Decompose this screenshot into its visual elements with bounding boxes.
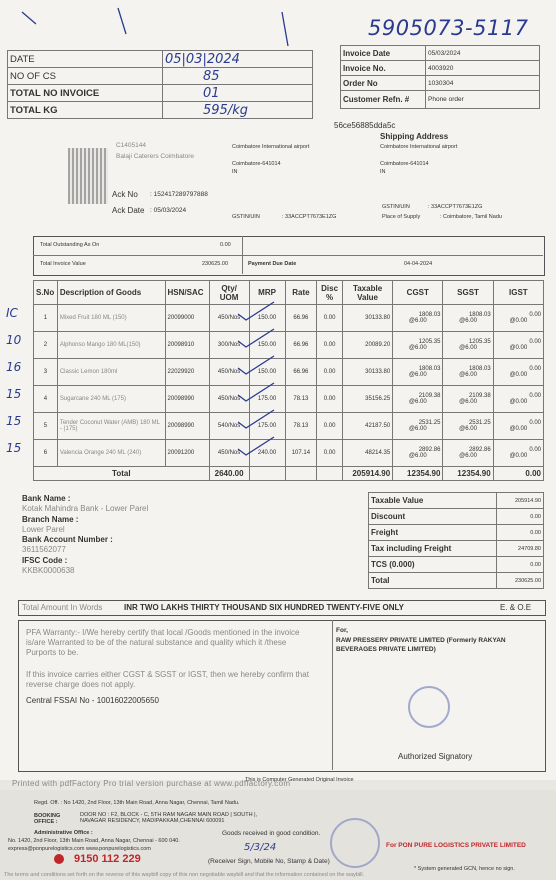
ack-no-label: Ack No <box>112 190 138 199</box>
item-sgst-value: 1808.03 <box>468 366 491 372</box>
place-of-supply-label: Place of Supply <box>382 214 421 220</box>
handwritten-ref: 5905073-5117 <box>368 16 529 40</box>
item-cgst-rate: @6.00 <box>408 453 427 459</box>
header-igst: IGST <box>493 281 543 305</box>
header-disc: Disc % <box>317 281 343 305</box>
bank-name-value: Kotak Mahindra Bank - Lower Parel <box>22 504 149 514</box>
billing-addr3: IN <box>232 169 238 175</box>
waybill-email: express@ponpurelogistics.com www.ponpurelogistics.com <box>8 846 151 852</box>
item-sgst-value: 2531.25 <box>468 420 491 426</box>
branch-name-value: Lower Parel <box>22 524 65 534</box>
totals-cgst: 12354.90 <box>393 467 443 481</box>
summary-row-label: Total <box>369 573 497 589</box>
billing-addr2: Coimbatore-641014 <box>232 161 281 167</box>
item-disc-value: 0.00 <box>323 450 336 456</box>
account-number-label: Bank Account Number : <box>22 535 113 545</box>
waybill-admin: No. 1420, 2nd Floor, 13th Main Road, Anna Nagar, Chennai - 600 040. <box>8 838 180 844</box>
fssai-no: Central FSSAI No - 10016022005650 <box>26 696 159 705</box>
item-igst-value: 0.00 <box>529 420 541 426</box>
item-igst-value: 0.00 <box>529 366 541 372</box>
item-mrp-value: 175.00 <box>257 423 277 429</box>
ack-date-value: : 05/03/2024 <box>150 207 187 214</box>
shipping-title: Shipping Address <box>380 132 449 141</box>
gstin-label-2: GSTIN/UIN <box>382 204 410 210</box>
ifsc-label: IFSC Code : <box>22 555 68 565</box>
shipping-addr2: Coimbatore-641014 <box>380 161 429 167</box>
summary-row-label: TCS (0.000) <box>369 557 497 573</box>
totals-sgst: 12354.90 <box>443 467 493 481</box>
margin-mark: IC <box>6 306 18 320</box>
header-sno: S.No <box>34 281 58 305</box>
item-cgst-rate: @6.00 <box>408 399 427 405</box>
item-hsn-value: 20098910 <box>167 342 195 348</box>
summary-label: NO OF CS <box>8 68 163 85</box>
item-mrp-value: 240.00 <box>257 450 277 456</box>
item-igst-value: 0.00 <box>529 447 541 453</box>
header-qty: Qty/ UOM <box>209 281 249 305</box>
summary-row-value: 24709.80 <box>497 541 544 557</box>
summary-row-label: Taxable Value <box>369 493 497 509</box>
company-stamp <box>408 686 450 728</box>
item-taxable-value: 20089.20 <box>365 342 391 348</box>
item-desc-value: Sugarcane 240 ML (175) <box>59 396 126 402</box>
item-hsn-value: 20091200 <box>167 450 195 456</box>
item-cgst-value: 2109.38 <box>418 393 441 399</box>
item-disc-value: 0.00 <box>323 369 336 375</box>
item-desc-value: Tender Coconut Water (AMB) 180 ML - (175) <box>59 420 160 432</box>
waybill-terms: The terms and conditions set forth on the reverse of this waybill copy of this non negotiable waybill and that the information contained on the waybill. <box>4 872 365 878</box>
summary-row <box>369 573 544 589</box>
item-mrp-value: 150.00 <box>257 369 277 375</box>
invoice-value: 1030304 <box>426 76 540 91</box>
item-igst-value: 0.00 <box>529 312 541 318</box>
item-sgst-value: 2892.86 <box>468 447 491 453</box>
margin-mark: 15 <box>6 441 22 455</box>
item-desc-value: Valencia Orange 240 ML (240) <box>59 450 142 456</box>
item-sgst-rate: @6.00 <box>459 372 477 378</box>
item-sno-value: 4 <box>43 396 48 402</box>
account-number-value: 3611562077 <box>22 545 66 555</box>
billing-addr1: Coimbatore International airport <box>232 144 310 150</box>
invoice-value: 4003920 <box>426 61 540 76</box>
item-taxable-value: 30133.80 <box>365 369 391 375</box>
invoice-hash: 56ce56885dda5c <box>334 121 396 130</box>
waybill-regd: Regd. Off. : No 1420, 2nd Floor, 13th Main Road, Anna Nagar, Chennai, Tamil Nadu. <box>34 800 240 806</box>
item-sno-value: 6 <box>43 450 48 456</box>
waybill-for: For PON PURE LOGISTICS PRIVATE LIMITED <box>386 842 526 849</box>
invoice-value: 05/03/2024 <box>426 46 540 61</box>
item-rate-value: 78.13 <box>293 396 309 402</box>
eoe: E. & O.E <box>500 603 532 612</box>
due-date-value: 04-04-2024 <box>404 261 433 267</box>
item-sgst-rate: @6.00 <box>459 345 477 351</box>
item-qty-value: 300/Nos <box>217 342 241 348</box>
summary-row-value: 0.00 <box>497 509 544 525</box>
check-mark <box>238 383 274 401</box>
place-of-supply-value: : Coimbatore, Tamil Nadu <box>440 214 502 220</box>
item-igst-rate: @0.00 <box>509 399 528 405</box>
item-qty-value: 450/Nos <box>217 369 241 375</box>
margin-mark: 16 <box>6 360 22 374</box>
summary-row-value: 0.00 <box>497 557 544 573</box>
computer-generated-note: This is Computer Generated Original Invoice <box>245 777 354 783</box>
gstin-value-2: : 33ACCPT7673E1ZG <box>428 204 483 210</box>
summary-value: 85 <box>163 68 313 85</box>
item-mrp-value: 150.00 <box>257 342 277 348</box>
item-taxable-value: 35156.25 <box>365 396 391 402</box>
header-desc: Description of Goods <box>57 281 165 305</box>
item-igst-rate: @0.00 <box>509 372 528 378</box>
item-cgst-value: 1205.35 <box>418 339 441 345</box>
waybill-booking: DOOR NO : F2, BLOCK - C, 5TH RAM NAGAR MAIN ROAD | SOUTH |, NAVAGAR RESIDENCY, MADIPAKKAM,CHENNAI 600091 <box>80 812 258 824</box>
company-name: RAW PRESSERY PRIVATE LIMITED (Formerly RAKYAN BEVERAGES PRIVATE LIMITED) <box>336 637 506 653</box>
check-mark <box>238 437 274 455</box>
item-rate-value: 107.14 <box>291 450 311 456</box>
summary-row-value: 205914.90 <box>497 493 544 509</box>
bank-section <box>22 494 362 576</box>
amount-words-value: INR TWO LAKHS THIRTY THOUSAND SIX HUNDRED TWENTY-FIVE ONLY <box>124 603 405 612</box>
amount-words-label: Total Amount In Words <box>22 603 103 612</box>
item-sgst-value: 2109.38 <box>468 393 491 399</box>
check-mark <box>238 302 274 320</box>
outstanding-label: Total Outstanding As On <box>40 242 100 248</box>
invoice-label: Order No <box>341 76 426 91</box>
summary-label: TOTAL NO INVOICE <box>8 85 163 102</box>
header-hsn: HSN/SAC <box>165 281 209 305</box>
item-hsn-value: 22029920 <box>167 369 195 375</box>
item-igst-rate: @0.00 <box>509 453 528 459</box>
item-rate-value: 78.13 <box>293 423 309 429</box>
gstin-label: GSTIN/UIN <box>232 214 260 220</box>
item-disc-value: 0.00 <box>323 396 336 402</box>
item-qty-value: 450/Nos <box>217 315 241 321</box>
branch-name-label: Branch Name : <box>22 514 79 524</box>
item-cgst-value: 2531.25 <box>418 420 441 426</box>
margin-mark: 10 <box>6 333 22 347</box>
invoice-value-label: Total Invoice Value <box>40 261 86 267</box>
invoice-label: Invoice No. <box>341 61 426 76</box>
check-mark <box>238 329 274 347</box>
warranty-text: PFA Warranty:- I/We hereby certify that local /Goods mentioned in the invoice is/are Warranted to be of the natural substance and quality which it /these Purports to be. <box>26 628 300 657</box>
header-cgst: CGST <box>393 281 443 305</box>
item-igst-rate: @0.00 <box>509 345 528 351</box>
summary-value: 05|03|2024 <box>163 51 313 68</box>
item-sgst-rate: @6.00 <box>459 399 477 405</box>
invoice-value: Phone order <box>426 91 540 109</box>
item-taxable-value: 30133.80 <box>365 315 391 321</box>
item-igst-rate: @0.00 <box>509 426 528 432</box>
item-disc-value: 0.00 <box>323 423 336 429</box>
item-sno-value: 5 <box>43 423 48 429</box>
summary-row <box>369 493 544 509</box>
ifsc-value: KKBK0000638 <box>22 566 75 576</box>
item-cgst-value: 2892.86 <box>418 447 441 453</box>
item-mrp-value: 175.00 <box>257 396 277 402</box>
item-rate-value: 66.96 <box>293 342 309 348</box>
summary-row-label: Tax including Freight <box>369 541 497 557</box>
amount-summary <box>368 492 544 589</box>
item-sgst-rate: @6.00 <box>459 426 477 432</box>
item-qty-value: 450/Nos <box>217 450 241 456</box>
item-cgst-rate: @6.00 <box>408 372 427 378</box>
item-desc-value: Alphonso Mango 180 ML(150) <box>59 342 141 348</box>
reverse-charge-text: If this invoice carries either CGST & SGST or IGST, then we hereby confirm that reverse charge does not apply. <box>26 670 309 689</box>
summary-label: DATE <box>8 51 163 68</box>
bank-name-label: Bank Name : <box>22 494 71 503</box>
system-generated: * System generated GCN, hence no sign. <box>414 866 515 872</box>
item-sgst-value: 1205.35 <box>468 339 491 345</box>
item-sgst-rate: @6.00 <box>459 453 477 459</box>
item-mrp-value: 150.00 <box>257 315 277 321</box>
summary-row <box>369 557 544 573</box>
item-qty-value: 450/Nos <box>217 396 241 402</box>
check-mark <box>238 356 274 374</box>
item-hsn-value: 20098990 <box>167 396 195 402</box>
item-disc-value: 0.00 <box>323 315 336 321</box>
item-desc-value: Mixed Fruit 180 ML (150) <box>59 315 127 321</box>
header-mrp: MRP <box>249 281 285 305</box>
seller-code: C1405144 <box>116 142 146 149</box>
item-sgst-rate: @6.00 <box>459 318 477 324</box>
summary-value: 01 <box>163 85 313 102</box>
due-date-label: Payment Due Date <box>248 261 297 267</box>
shipping-addr3: IN <box>380 169 386 175</box>
goods-received: Goods received in good condition. <box>222 830 321 837</box>
item-desc-value: Classic Lemon 180ml <box>59 369 118 375</box>
summary-row <box>369 509 544 525</box>
summary-value: 595/kg <box>163 102 313 119</box>
summary-row <box>369 541 544 557</box>
header-taxable: Taxable Value <box>342 281 392 305</box>
invoice-label: Invoice Date <box>341 46 426 61</box>
divider <box>332 620 333 770</box>
item-igst-rate: @0.00 <box>509 318 528 324</box>
totals-igst: 0.00 <box>493 467 543 481</box>
totals-taxable: 205914.90 <box>342 467 392 481</box>
totals-label: Total <box>34 467 210 481</box>
item-sno-value: 2 <box>43 342 48 348</box>
outstanding-value: 0.00 <box>220 242 231 248</box>
item-qty-value: 540/Nos <box>217 423 241 429</box>
margin-mark: 15 <box>6 414 22 428</box>
margin-mark: 15 <box>6 387 22 401</box>
item-sno-value: 3 <box>43 369 48 375</box>
authorized-signatory: Authorized Signatory <box>398 752 473 761</box>
item-igst-value: 0.00 <box>529 393 541 399</box>
item-rate-value: 66.96 <box>293 369 309 375</box>
gstin-value: : 33ACCPT7673E1ZG <box>282 214 337 220</box>
summary-row <box>369 525 544 541</box>
ack-date-label: Ack Date <box>112 206 145 215</box>
item-rate-value: 66.96 <box>293 315 309 321</box>
signature-date: 5/3/24 <box>244 842 277 853</box>
for-label: For, <box>336 627 348 634</box>
item-sno-value: 1 <box>43 315 48 321</box>
pdf-banner: Printed with pdfFactory Pro trial version purchase at www.pdffactory.com <box>12 779 291 788</box>
summary-row-value: 230625.00 <box>497 573 544 589</box>
item-hsn-value: 20098990 <box>167 423 195 429</box>
summary-row-value: 0.00 <box>497 525 544 541</box>
item-igst-value: 0.00 <box>529 339 541 345</box>
item-sgst-value: 1808.03 <box>468 312 491 318</box>
invoice-value-amount: 230625.00 <box>202 261 228 267</box>
header-rate: Rate <box>285 281 317 305</box>
phone-icon <box>54 854 64 864</box>
item-cgst-rate: @6.00 <box>408 426 427 432</box>
item-taxable-value: 48214.35 <box>365 450 391 456</box>
item-cgst-value: 1808.03 <box>418 312 441 318</box>
shipping-addr1: Coimbatore International airport <box>380 144 458 150</box>
waybill-phone: 9150 112 229 <box>74 853 141 865</box>
summary-row-label: Discount <box>369 509 497 525</box>
item-cgst-value: 1808.03 <box>418 366 441 372</box>
ack-no-value: : 152417289797888 <box>150 191 208 198</box>
totals-qty: 2640.00 <box>209 467 249 481</box>
receiver-stamp <box>330 818 380 868</box>
item-disc-value: 0.00 <box>323 342 336 348</box>
item-cgst-rate: @6.00 <box>408 345 427 351</box>
item-cgst-rate: @6.00 <box>408 318 427 324</box>
waybill-booking-label: BOOKING OFFICE : <box>34 813 61 825</box>
check-mark <box>238 410 274 428</box>
waybill-admin-label: Administrative Office : <box>34 830 93 836</box>
invoice-label: Customer Refn. # <box>341 91 426 109</box>
receiver-sign: (Receiver Sign, Mobile No, Stamp & Date) <box>208 858 330 865</box>
seller-name: Balaji Caterers Coimbatore <box>116 153 195 160</box>
item-hsn-value: 20099000 <box>167 315 195 321</box>
summary-row-label: Freight <box>369 525 497 541</box>
item-taxable-value: 42187.50 <box>365 423 391 429</box>
summary-label: TOTAL KG <box>8 102 163 119</box>
header-sgst: SGST <box>443 281 493 305</box>
